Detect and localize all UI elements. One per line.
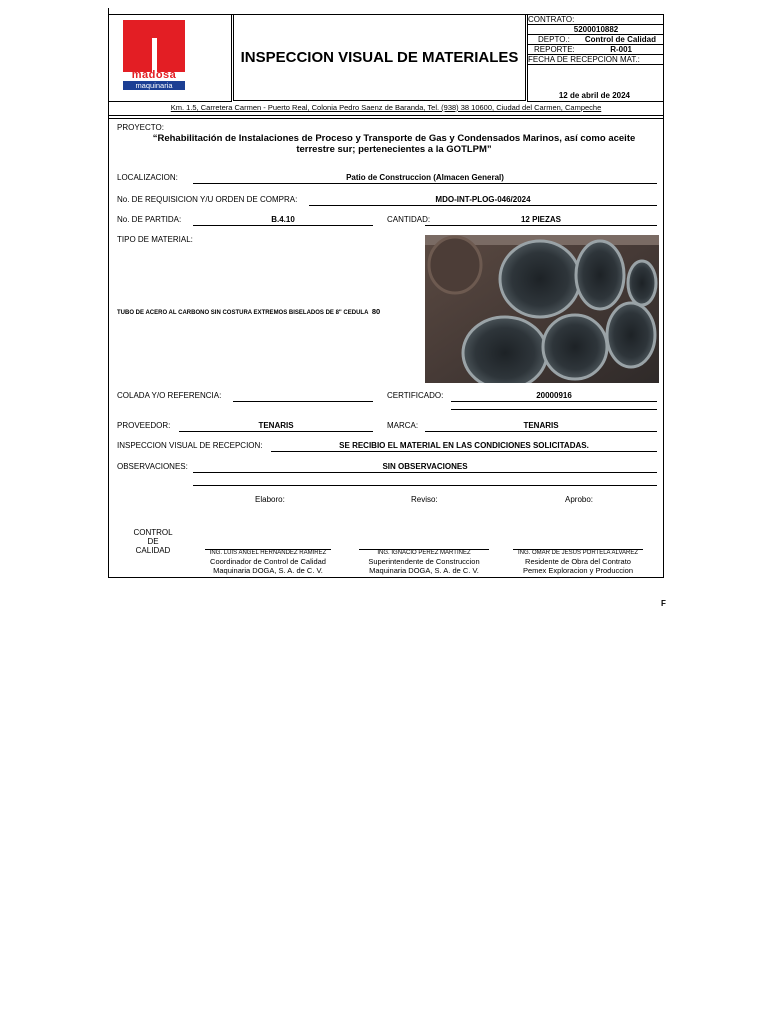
tipo-material-text: TUBO DE ACERO AL CARBONO SIN COSTURA EXTREMOS BISELADOS DE 8" CEDULA	[117, 310, 369, 316]
marca-label: MARCA:	[387, 421, 419, 430]
depto-label: DEPTO.:	[538, 35, 570, 44]
observaciones-value: SIN OBSERVACIONES	[193, 461, 657, 473]
reporte-value: R-001	[610, 45, 632, 54]
logo-subtext: maquinaria	[123, 81, 185, 90]
signer-3-name: ING. OMAR DE JESUS PORTELA ALVAREZ	[513, 549, 643, 556]
tipo-material-cedula: 80	[371, 307, 381, 316]
reporte-label: REPORTE:	[534, 45, 575, 54]
requisicion-value: MDO-INT-PLOG-046/2024	[309, 194, 657, 206]
marca-value: TENARIS	[425, 420, 657, 432]
signer-3-company: Pemex Exploracion y Produccion	[522, 566, 634, 575]
colada-label: COLADA Y/O REFERENCIA:	[117, 391, 222, 400]
signer-2-role: Superintendente de Construccion	[368, 557, 480, 566]
proyecto-line-2: terrestre sur; pertenecientes a la GOTLPM”	[296, 144, 492, 155]
signer-3-role: Residente de Obra del Contrato	[525, 557, 631, 566]
elaboro-label: Elaboro:	[255, 495, 285, 504]
certificado-label: CERTIFICADO:	[387, 391, 444, 400]
proyecto-line-1: “Rehabilitación de Instalaciones de Proceso y Transporte de Gas y Condensados Marinos, así como aceite	[152, 133, 636, 144]
signer-2-name: ING. IGNACIO PEREZ MARTINEZ	[359, 549, 489, 556]
certificado-extra-line	[451, 409, 657, 410]
department-line-2: DE	[147, 537, 159, 546]
signer-2-company: Maquinaria DOGA, S. A. de C. V.	[369, 566, 479, 575]
aprobo-label: Aprobo:	[565, 495, 594, 504]
material-photo	[425, 235, 659, 383]
proveedor-value: TENARIS	[179, 420, 373, 432]
inspeccion-value: SE RECIBIO EL MATERIAL EN LAS CONDICIONES SOLICITADAS.	[271, 440, 657, 452]
colada-value	[233, 390, 373, 402]
logo-text: madosa	[131, 69, 177, 81]
tipo-material-value	[117, 307, 380, 316]
fecha-label: FECHA DE RECEPCION MAT.:	[528, 55, 640, 64]
proyecto-label: PROYECTO:	[117, 123, 164, 132]
department-line-3: CALIDAD	[135, 546, 171, 555]
document-title: INSPECCION VISUAL DE MATERIALES	[233, 15, 526, 101]
tipo-material-label: TIPO DE MATERIAL:	[117, 235, 193, 244]
requisicion-label: No. DE REQUISICION Y/U ORDEN DE COMPRA:	[117, 195, 298, 204]
partida-value: B.4.10	[193, 214, 373, 226]
signer-1-company: Maquinaria DOGA, S. A. de C. V.	[213, 566, 323, 575]
department-label	[123, 528, 183, 555]
observaciones-label: OBSERVACIONES:	[117, 462, 188, 471]
localizacion-label: LOCALIZACION:	[117, 173, 178, 182]
form-body	[109, 118, 663, 578]
fecha-value: 12 de abril de 2024	[558, 91, 630, 100]
page-marker: F	[661, 599, 666, 608]
depto-value: Control de Calidad	[584, 35, 656, 44]
cantidad-value: 12 PIEZAS	[425, 214, 657, 226]
logo-cell	[109, 15, 232, 102]
signer-1-role: Coordinador de Control de Calidad	[210, 557, 326, 566]
localizacion-value: Patio de Construccion (Almacen General)	[193, 172, 657, 184]
company-logo	[123, 20, 185, 90]
cantidad-label: CANTIDAD:	[387, 215, 431, 224]
certificado-value: 20000916	[451, 390, 657, 402]
department-line-1: CONTROL	[133, 528, 173, 537]
inspection-form	[108, 14, 664, 578]
reviso-label: Reviso:	[411, 495, 438, 504]
proveedor-label: PROVEEDOR:	[117, 421, 171, 430]
contrato-label: CONTRATO:	[528, 15, 575, 24]
inspeccion-label: INSPECCION VISUAL DE RECEPCION:	[117, 441, 263, 450]
signer-1-name: ING. LUIS ANGEL HERNANDEZ RAMIREZ	[205, 549, 331, 556]
observaciones-extra-line	[193, 485, 657, 486]
company-address: Km. 1.5, Carretera Carmen - Puerto Real, Colonia Pedro Saenz de Baranda, Tel. (938) 38 10600, Ciudad del Carmen, Campeche	[109, 101, 663, 116]
partida-label: No. DE PARTIDA:	[117, 215, 182, 224]
contrato-value: 5200010882	[573, 25, 619, 34]
header-info	[527, 15, 664, 102]
